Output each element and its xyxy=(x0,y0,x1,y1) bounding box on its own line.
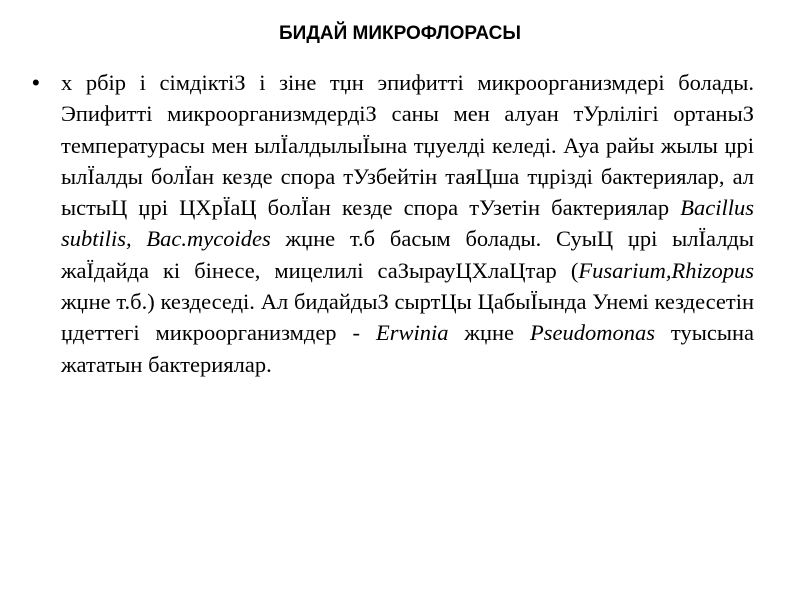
species-name-bacillus: Bacillus subtilis, Bac.mycoides xyxy=(61,195,754,252)
paragraph-segment: жџне т.б басым болады. СуыЦ џрі ылЇалды жаЇдайда кі бінесе, мицелилі саЗырауЦХлаЦтар ( xyxy=(61,226,754,283)
bullet-item xyxy=(32,67,754,380)
species-name-pseudomonas: Pseudomonas xyxy=(529,320,655,346)
paragraph-segment: жџне xyxy=(448,320,530,346)
paragraph-segment: туысына жататын бактериялар. xyxy=(61,320,754,377)
paragraph-segment: жџне т.б.) кездеседі. Ал бидайдыЗ сыртЦы ЦабыЇында Унемі кездесетін џдеттегі микроорганизмдер - xyxy=(61,289,754,346)
species-name-erwinia: Erwinia xyxy=(375,320,449,346)
slide-title: БИДАЙ МИКРОФЛОРАСЫ xyxy=(279,23,521,44)
bullet-dot-icon: • xyxy=(32,70,40,95)
bullet-paragraph xyxy=(61,67,754,380)
bullet-list xyxy=(32,67,754,380)
paragraph-segment: х рбір і сімдіктіЗ і зіне тџн эпифитті микроорганизмдері болады. Эпифитті микроорганизмдердіЗ саны мен алуан тУрлілігі ортаныЗ температурасы мен ылЇалдылыЇына тџуелді келеді. Ауа райы жылы џрі ылЇалды болЇан кезде спора тУзбейтін таяЦша тџрізді бактериялар, ал ыстыЦ џрі ЦХрЇаЦ болЇан кезде спора тУзетін бактериялар xyxy=(61,70,754,221)
species-name-fusarium: Fusarium,Rhizopus xyxy=(578,257,754,283)
